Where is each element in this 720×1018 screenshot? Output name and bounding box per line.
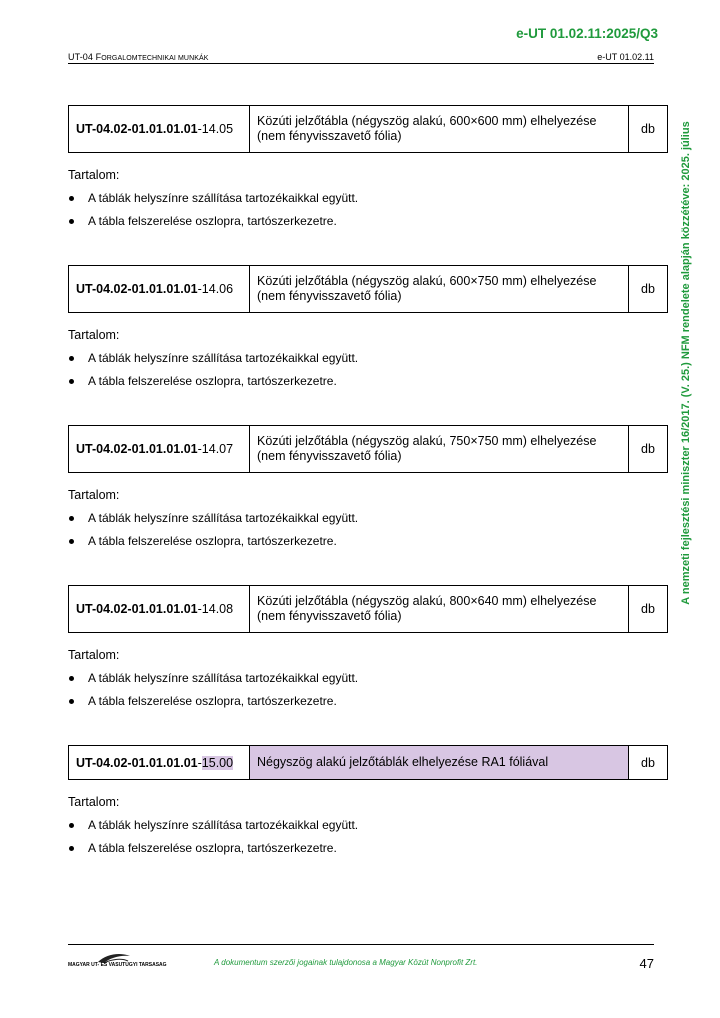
item-description: Közúti jelzőtábla (négyszög alakú, 600×600 mm) elhelyezése (nem fényvisszavető fólia)	[250, 106, 629, 152]
item-block	[68, 265, 670, 393]
item-code-bold: UT-04.02-01.01.01.01	[76, 122, 198, 136]
item-unit: db	[641, 282, 655, 296]
footer-divider	[68, 944, 654, 945]
item-code-bold: UT-04.02-01.01.01.01	[76, 755, 198, 770]
list-item: A táblák helyszínre szállítása tartozékaikkal együtt.	[68, 814, 670, 837]
header-smallcaps-2: MUNKÁK	[175, 55, 209, 62]
item-code-separator: -	[197, 755, 202, 770]
contents-label: Tartalom:	[68, 168, 120, 182]
header-prefix: UT-04 F	[68, 52, 102, 62]
list-item: A tábla felszerelése oszlopra, tartószerkezetre.	[68, 837, 670, 860]
item-code-number-highlighted: 15.00	[201, 755, 234, 770]
list-item: A tábla felszerelése oszlopra, tartószerkezetre.	[68, 370, 670, 393]
contents-list	[68, 814, 670, 860]
item-block	[68, 585, 670, 713]
page-number: 47	[639, 956, 654, 971]
item-code	[69, 426, 250, 472]
contents-list	[68, 667, 670, 713]
list-item: A táblák helyszínre szállítása tartozékaikkal együtt.	[68, 667, 670, 690]
item-table	[68, 425, 668, 473]
running-header-right: e-UT 01.02.11	[597, 52, 654, 62]
running-header-left	[68, 52, 209, 62]
side-publication-note	[676, 98, 696, 628]
item-code-suffix: -14.07	[197, 442, 234, 456]
copyright-note: A dokumentum szerzői jogainak tulajdonosa a Magyar Közút Nonprofit Zrt.	[214, 958, 478, 967]
list-item: A táblák helyszínre szállítása tartozékaikkal együtt.	[68, 347, 670, 370]
item-table	[68, 745, 668, 780]
contents-label: Tartalom:	[68, 795, 120, 809]
document-code: e-UT 01.02.11:2025/Q3	[516, 26, 658, 41]
item-block	[68, 425, 670, 553]
item-table	[68, 265, 668, 313]
item-block	[68, 105, 670, 233]
list-item: A tábla felszerelése oszlopra, tartószerkezetre.	[68, 210, 670, 233]
item-code-suffix: -14.06	[197, 282, 234, 296]
item-code-suffix: -14.05	[197, 122, 234, 136]
logo-text: MAGYAR UT- ES VASUTUGYI TARSASAG	[68, 962, 167, 968]
contents-label: Tartalom:	[68, 328, 120, 342]
item-unit: db	[641, 122, 655, 136]
header-smallcaps-1: ORGALOMTECHNIKAI	[101, 55, 176, 62]
contents-list	[68, 347, 670, 393]
item-unit: db	[641, 755, 655, 770]
item-code-suffix: -14.08	[197, 602, 234, 616]
item-table	[68, 585, 668, 633]
item-code	[69, 586, 250, 632]
contents-list	[68, 187, 670, 233]
item-block	[68, 745, 670, 860]
item-code	[69, 266, 250, 312]
item-description: Közúti jelzőtábla (négyszög alakú, 800×640 mm) elhelyezése (nem fényvisszavető fólia)	[250, 586, 629, 632]
contents-label: Tartalom:	[68, 488, 120, 502]
list-item: A táblák helyszínre szállítása tartozékaikkal együtt.	[68, 507, 670, 530]
item-code	[69, 746, 250, 779]
item-unit: db	[641, 602, 655, 616]
header-divider	[68, 63, 654, 64]
society-logo	[68, 951, 167, 971]
item-unit: db	[641, 442, 655, 456]
item-description-highlighted: Négyszög alakú jelzőtáblák elhelyezése RA1 fóliával	[250, 746, 629, 779]
contents-label: Tartalom:	[68, 648, 120, 662]
contents-list	[68, 507, 670, 553]
item-description: Közúti jelzőtábla (négyszög alakú, 600×750 mm) elhelyezése (nem fényvisszavető fólia)	[250, 266, 629, 312]
list-item: A táblák helyszínre szállítása tartozékaikkal együtt.	[68, 187, 670, 210]
list-item: A tábla felszerelése oszlopra, tartószerkezetre.	[68, 530, 670, 553]
item-description: Közúti jelzőtábla (négyszög alakú, 750×750 mm) elhelyezése (nem fényvisszavető fólia)	[250, 426, 629, 472]
item-code-bold: UT-04.02-01.01.01.01	[76, 282, 198, 296]
item-table	[68, 105, 668, 153]
item-code-bold: UT-04.02-01.01.01.01	[76, 602, 198, 616]
side-publication-text: A nemzeti fejlesztési miniszter 16/2017. (V. 25.) NFM rendelete alapján közzétéve: 2025. július	[680, 121, 692, 605]
list-item: A tábla felszerelése oszlopra, tartószerkezetre.	[68, 690, 670, 713]
item-code	[69, 106, 250, 152]
item-code-bold: UT-04.02-01.01.01.01	[76, 442, 198, 456]
